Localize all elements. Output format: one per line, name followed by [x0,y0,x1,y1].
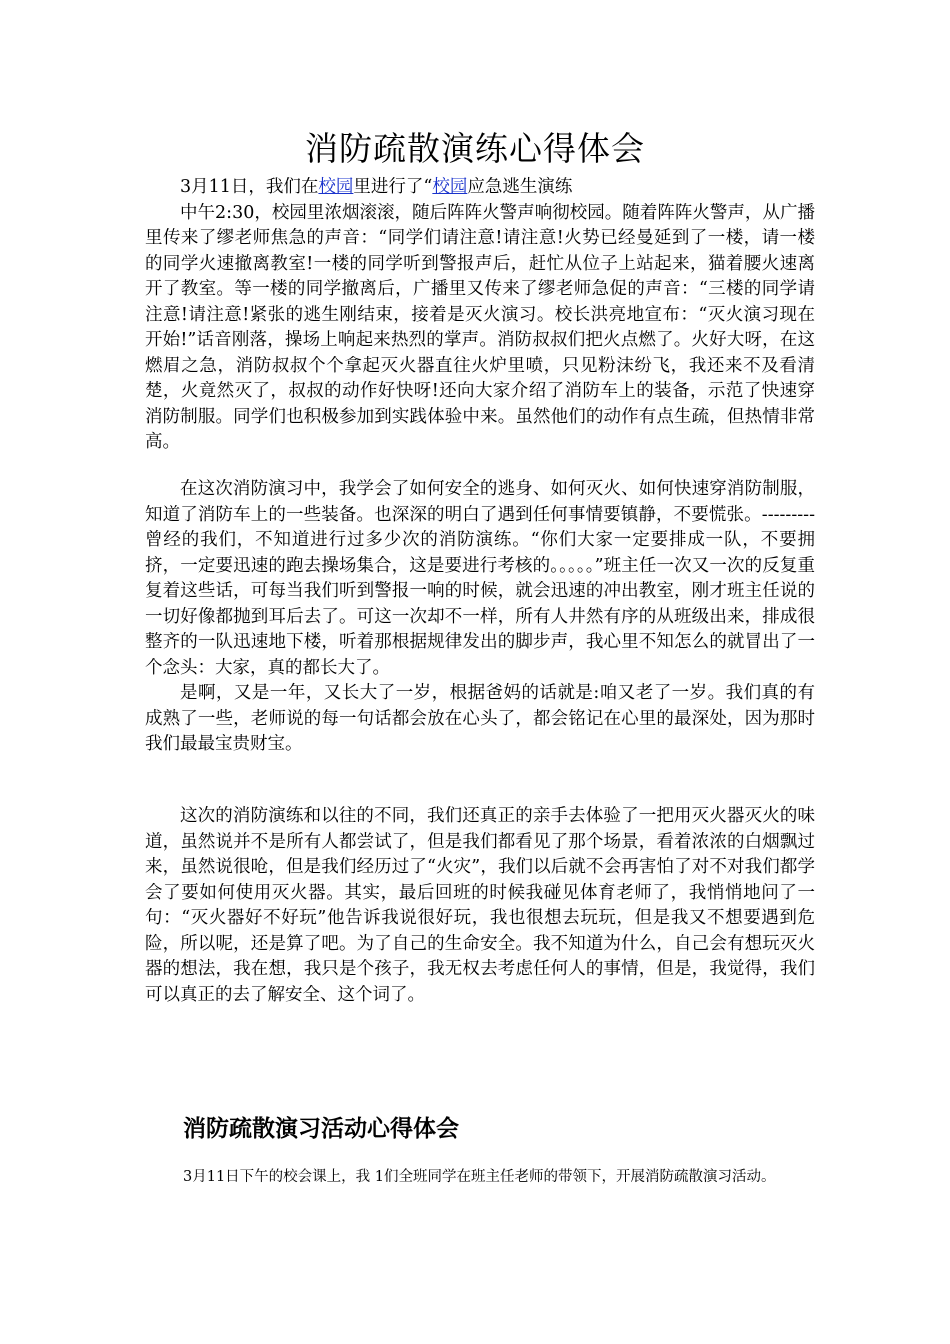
section-text-block [145,1164,815,1191]
intro-text-3: 应急逃生演练 [467,177,573,197]
text-block-2 [145,477,815,758]
intro-text-1: 3月11日，我们在 [180,177,319,197]
campus-link-1[interactable]: 校园 [318,177,354,197]
intro-text-2: 里进行了“ [353,177,433,197]
intro-paragraph [145,175,815,201]
campus-link-2[interactable]: 校园 [432,177,468,197]
text-block-1 [145,175,815,456]
text-block-3 [145,804,815,1008]
paragraph-drill-description: 中午2:30，校园里浓烟滚滚，随后阵阵火警声响彻校园。随着阵阵火警声，从广播里传来了缪老师焦急的声音：“同学们请注意!请注意!火势已经曼延到了一楼，请一楼的同学火速撤离教室!一楼的同学听到警报声后，赶忙从位子上站起来，猫着腰火速离开了教室。等一楼的同学撤离后，广播里又传来了缪老师急促的声音：“三楼的同学请注意!请注意!紧张的逃生刚结束，接着是灭火演习。校长洪亮地宣布：“灭火演习现在开始!”话音刚落，操场上响起来热烈的掌声。消防叔叔们把火点燃了。火好大呀，在这燃眉之急，消防叔叔个个拿起灭火器直往火炉里喷，只见粉沫纷飞，我还来不及看清楚，火竟然灭了，叔叔的动作好快呀!还向大家介绍了消防车上的装备，示范了快速穿消防制服。同学们也积极参加到实践体验中来。虽然他们的动作有点生疏，但热情非常高。 [145,202,815,452]
section-paragraph: 3月11日下午的校会课上，我 1们全班同学在班主任老师的带领下，开展消防疏散演习活动。 [183,1169,776,1185]
section-title: 消防疏散演习活动心得体会 [183,1115,459,1142]
paragraph-lessons: 在这次消防演习中，我学会了如何安全的逃身、如何灭火、如何快速穿消防制服，知道了消防车上的一些装备。也深深的明白了遇到任何事情要镇静，不要慌张。---------曾经的我们，不知道进行过多少次的消防演练。“你们大家一定要排成一队，不要拥挤，一定要迅速的跑去操场集合，这是要进行考核的。。。。。”班主任一次又一次的反复重复着这些话，可每当我们听到警报一响的时候，就会迅速的冲出教室，刚才班主任说的一切好像都抛到耳后去了。可这一次却不一样，所有人井然有序的从班级出来，排成很整齐的一队迅速地下楼，听着那根据规律发出的脚步声，我心里不知怎么的就冒出了一个念头：大家，真的都长大了。 [145,479,815,678]
paragraph-growing-up: 是啊，又是一年，又长大了一岁，根据爸妈的话就是:咱又老了一岁。我们真的有成熟了一些，老师说的每一句话都会放在心头了，都会铭记在心里的最深处，因为那时我们最最宝贵财宝。 [145,683,815,754]
paragraph-extinguisher: 这次的消防演练和以往的不同，我们还真正的亲手去体验了一把用灭火器灭火的味道，虽然说并不是所有人都尝试了，但是我们都看见了那个场景，看着浓浓的白烟飘过来，虽然说很呛，但是我们经历过了“火灾”，我们以后就不会再害怕了对不对我们都学会了要如何使用灭火器。其实，最后回班的时候我碰见体育老师了，我悄悄地问了一句：“灭火器好不好玩”他告诉我说很好玩，我也很想去玩玩，但是我又不想要遇到危险，所以呢，还是算了吧。为了自己的生命安全。我不知道为什么，自己会有想玩灭火器的想法，我在想，我只是个孩子，我无权去考虑任何人的事情，但是，我觉得，我们可以真正的去了解安全、这个词了。 [145,806,815,1005]
document-title: 消防疏散演练心得体会 [305,129,645,168]
